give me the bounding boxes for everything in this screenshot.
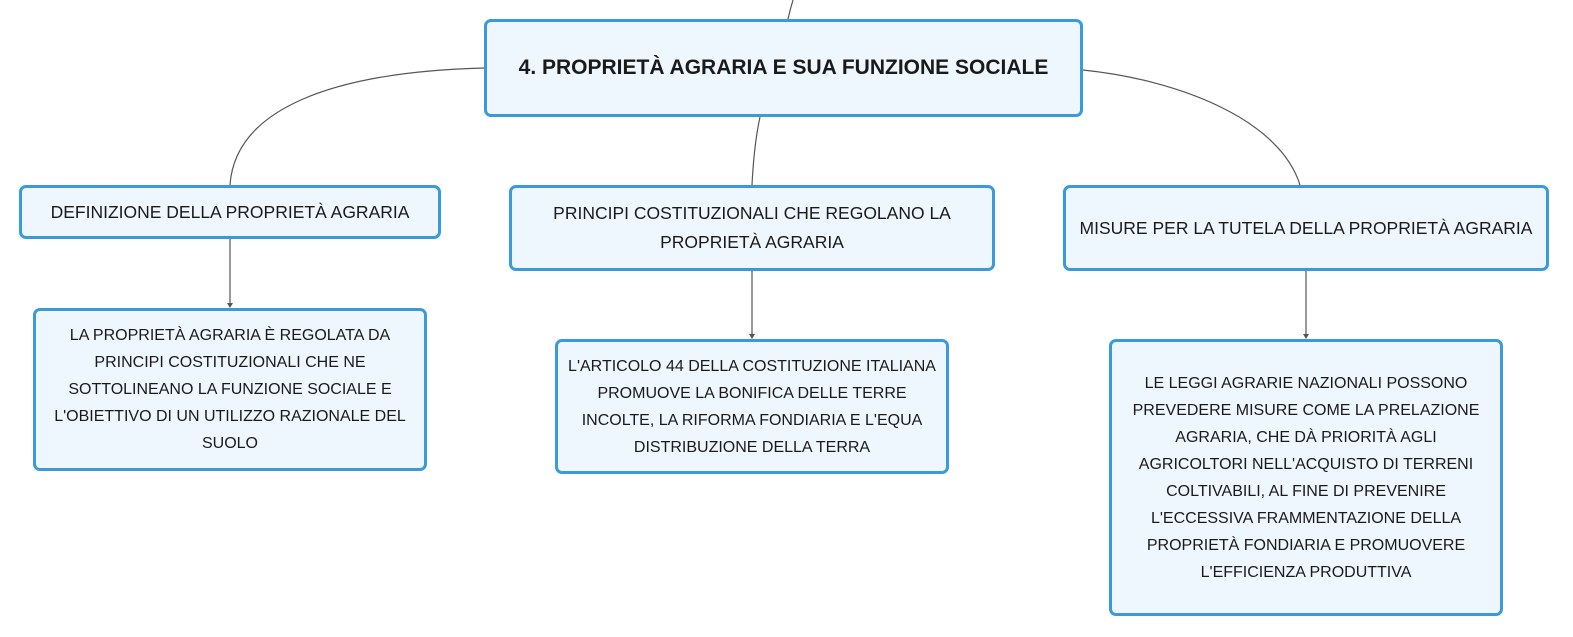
central-topic-node[interactable] [484, 19, 1083, 117]
subtopic-node-measures-detail[interactable] [1109, 339, 1503, 616]
topic-node-definition[interactable] [19, 185, 441, 239]
subtopic-text-definition: LA PROPRIETÀ AGRARIA È REGOLATA DA PRINCIPI COSTITUZIONALI CHE NE SOTTOLINEANO LA FUNZIONE SOCIALE E L'OBIETTIVO DI UN UTILIZZO RAZIONALE DEL SUOLO [54, 327, 406, 452]
subtopic-text-measures: LE LEGGI AGRARIE NAZIONALI POSSONO PREVEDERE MISURE COME LA PRELAZIONE AGRARIA, CHE DÀ PRIORITÀ AGLI AGRICOLTORI NELL'ACQUISTO DI TERRENI COLTIVABILI, AL FINE DI PREVENIRE L'ECCESSIVA FRAMMENTAZIONE DELLA PROPRIETÀ FONDIARIA E PROMUOVERE L'EFFICIENZA PRODUTTIVA [1132, 374, 1480, 581]
subtopic-node-principles-detail[interactable] [555, 339, 949, 474]
topic-label-measures: MISURE PER LA TUTELA DELLA PROPRIETÀ AGRARIA [1079, 217, 1533, 238]
subtopic-node-definition-detail[interactable] [33, 308, 427, 471]
connector-root-to-measures [1083, 70, 1300, 185]
topic-label-principles: PRINCIPI COSTITUZIONALI CHE REGOLANO LA PROPRIETÀ AGRARIA [553, 203, 951, 252]
connector-parent-to-root [788, 0, 793, 19]
central-topic-title: 4. PROPRIETÀ AGRARIA E SUA FUNZIONE SOCIALE [518, 56, 1049, 79]
connector-root-to-definition [230, 68, 484, 185]
topic-node-principles[interactable] [509, 185, 995, 271]
topic-node-measures[interactable] [1063, 185, 1549, 271]
subtopic-text-principles: L'ARTICOLO 44 DELLA COSTITUZIONE ITALIANA PROMUOVE LA BONIFICA DELLE TERRE INCOLTE, LA RIFORMA FONDIARIA E L'EQUA DISTRIBUZIONE DELLA TERRA [568, 357, 936, 456]
topic-label-definition: DEFINIZIONE DELLA PROPRIETÀ AGRARIA [50, 201, 410, 222]
connector-root-to-principles [752, 117, 760, 185]
